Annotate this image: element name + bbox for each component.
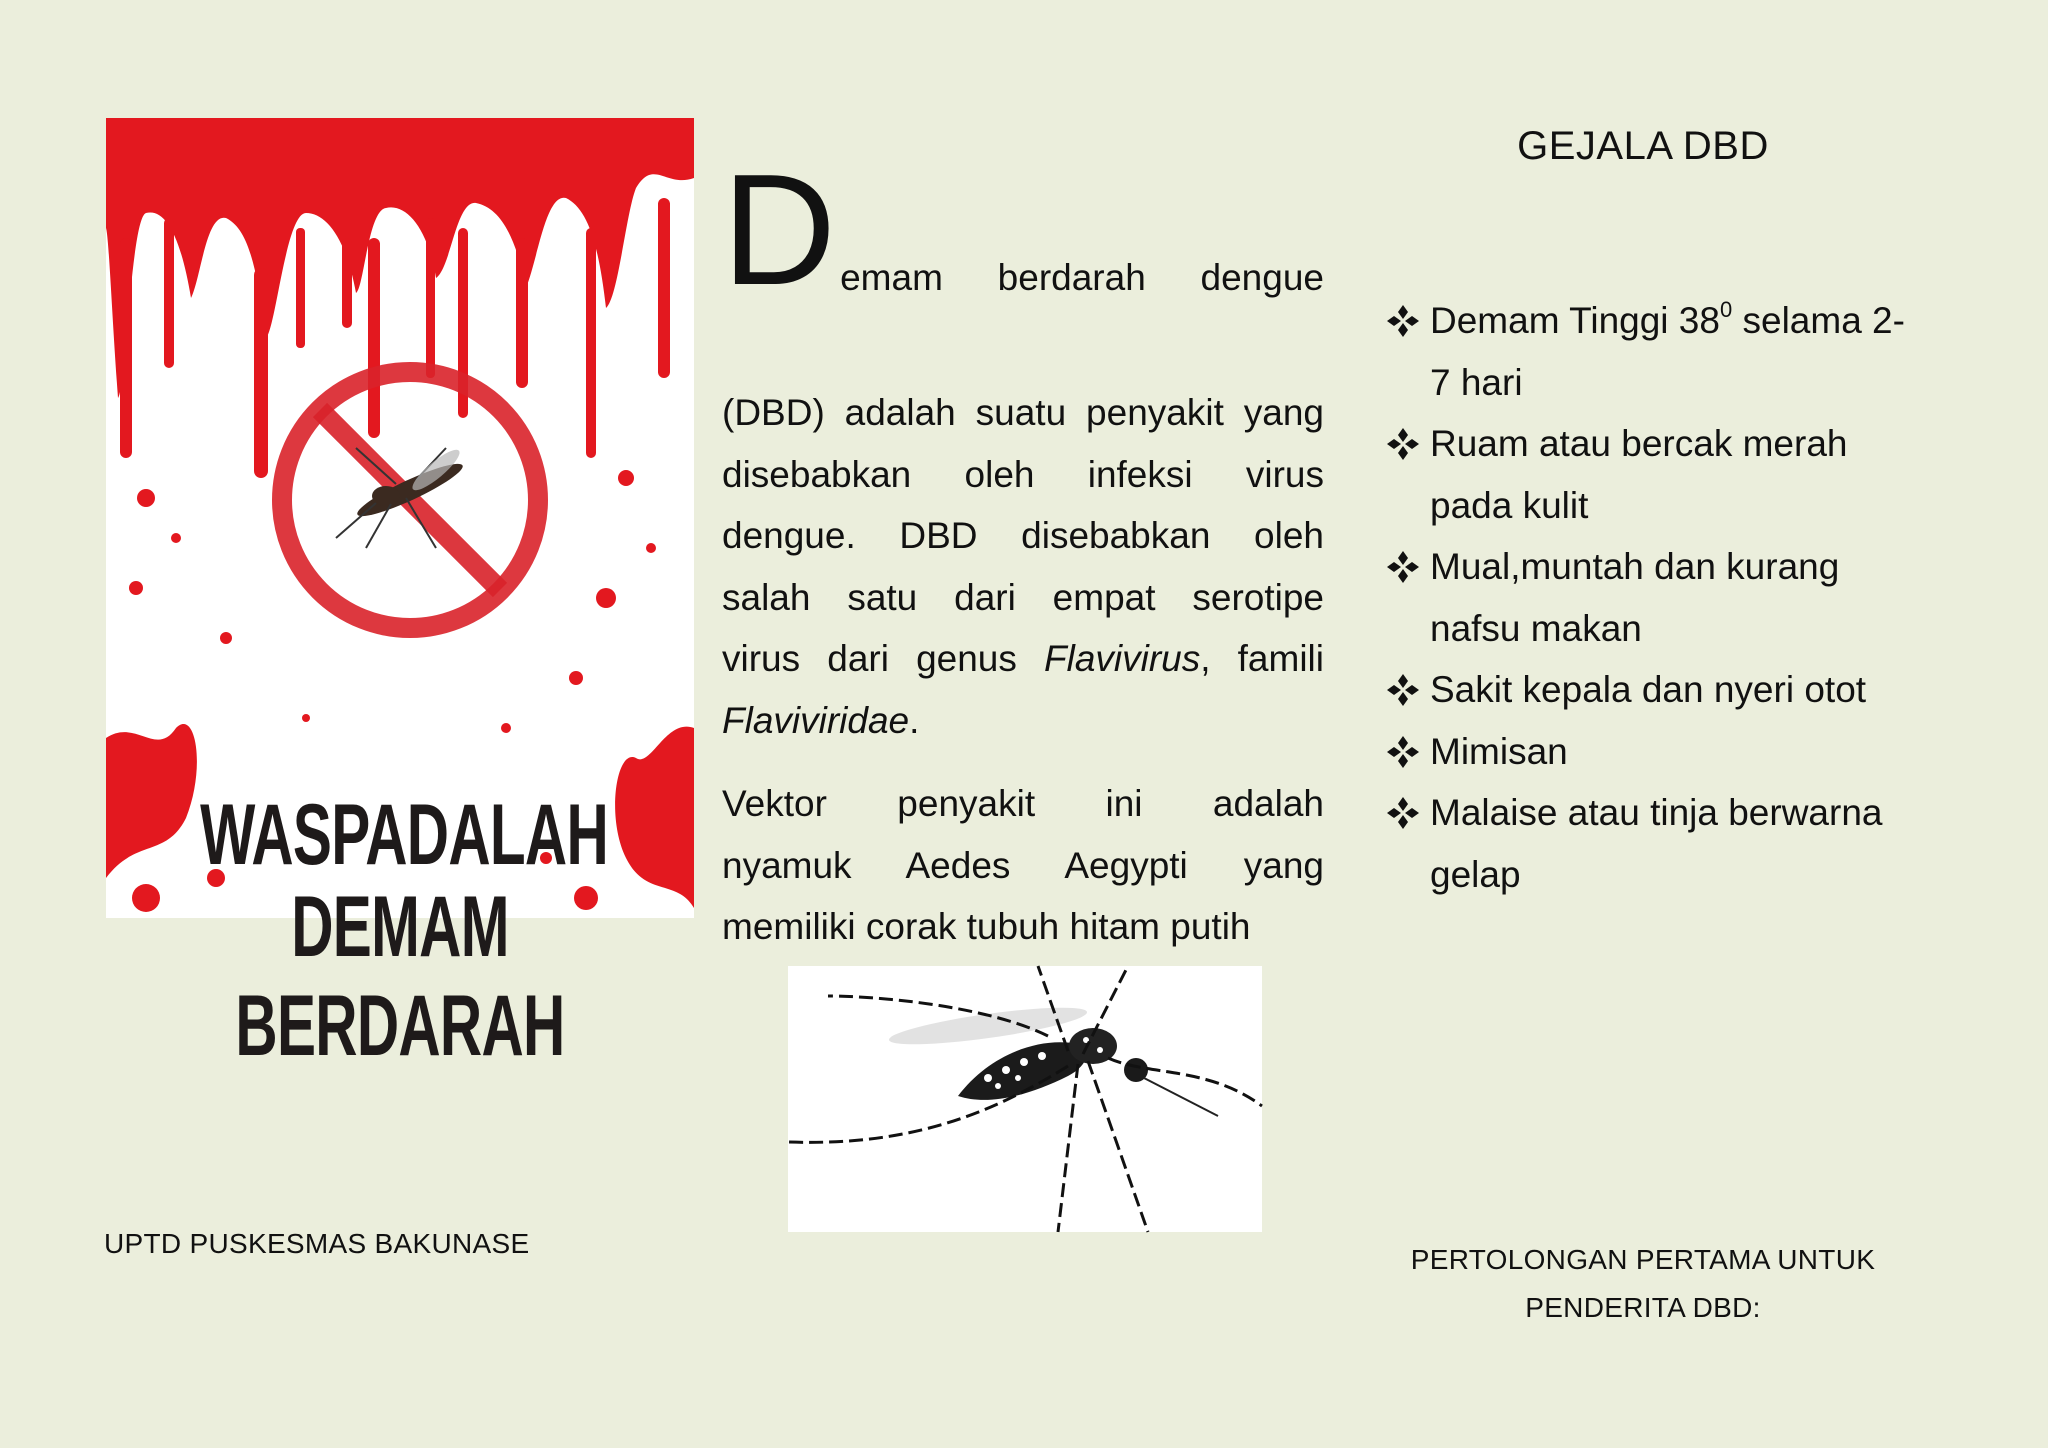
- symptom-text: gelap: [1430, 853, 1521, 895]
- symptom-text: Sakit kepala dan nyeri otot: [1430, 669, 1867, 710]
- diamond-bullet-icon: [1386, 550, 1420, 584]
- symptoms-list: [1386, 290, 1966, 905]
- puskesmas-name: UPTD PUSKESMAS BAKUNASE: [104, 1228, 530, 1259]
- symptom-item: [1386, 290, 1966, 413]
- first-aid-heading-line: PERTOLONGAN PERTAMA UNTUK: [1410, 1244, 1876, 1275]
- paragraph-line: nyamuk Aedes Aegypti yang: [722, 844, 1324, 886]
- aedes-mosquito-image: [788, 966, 1262, 1232]
- paragraph-line: memiliki corak tubuh hitam putih: [722, 906, 1251, 947]
- first-aid-heading: [1350, 1236, 1936, 1332]
- text-run: virus dari genus: [722, 638, 1044, 679]
- symptom-text: 7 hari: [1430, 361, 1523, 403]
- diamond-bullet-icon: [1386, 673, 1420, 707]
- symptom-text: pada kulit: [1430, 484, 1589, 526]
- text-run: .: [909, 699, 920, 741]
- paragraph-line: dengue. DBD disebabkan oleh: [722, 515, 1324, 556]
- symptom-item: [1386, 413, 1966, 536]
- paragraph-line: [722, 690, 1324, 752]
- no-mosquito-icon: [282, 372, 538, 628]
- symptom-text: Malaise atau tinja berwarna: [1430, 792, 1883, 833]
- drop-cap: D: [722, 142, 837, 318]
- mosquito-illustration: [788, 966, 1262, 1232]
- dbd-definition-paragraph: [722, 382, 1324, 751]
- symptom-item: [1386, 782, 1966, 905]
- diamond-bullet-icon: [1386, 735, 1420, 769]
- poster-headline-1: WASPADALAH: [200, 787, 609, 883]
- symptom-item: [1386, 536, 1966, 659]
- symptom-item: [1386, 659, 1966, 721]
- paragraph-line: (DBD) adalah suatu penyakit yang: [722, 392, 1324, 433]
- lead-word: berdarah: [997, 257, 1146, 298]
- poster-headline-2: DEMAM BERDARAH: [235, 879, 565, 1074]
- family-name: Flaviviridae: [722, 699, 910, 741]
- vector-paragraph: [722, 773, 1324, 958]
- symptom-text: selama 2-: [1732, 300, 1905, 341]
- intro-column: [722, 142, 1324, 958]
- waspadalah-poster: [106, 118, 694, 1074]
- lead-word: dengue: [1200, 257, 1324, 298]
- symptom-item: [1386, 721, 1966, 783]
- lead-word: emam: [840, 257, 943, 298]
- diamond-bullet-icon: [1386, 304, 1420, 338]
- diamond-bullet-icon: [1386, 427, 1420, 461]
- diamond-bullet-icon: [1386, 796, 1420, 830]
- degree-superscript: 0: [1719, 297, 1733, 322]
- symptom-text: Demam Tinggi 38: [1430, 300, 1720, 341]
- symptoms-title: GEJALA DBD: [1517, 124, 1769, 168]
- intro-lead: [722, 142, 1324, 318]
- paragraph-line: [722, 628, 1324, 690]
- paragraph-line: Vektor penyakit ini adalah: [722, 783, 1324, 824]
- first-aid-heading-line: PENDERITA DBD:: [1525, 1292, 1761, 1323]
- paragraph-line: salah satu dari empat serotipe: [722, 576, 1324, 618]
- text-run: , famili: [1200, 638, 1324, 679]
- paragraph-line: disebabkan oleh infeksi virus: [722, 453, 1324, 495]
- lead-words: [840, 259, 1324, 300]
- symptom-text: Mimisan: [1430, 730, 1568, 772]
- genus-name: Flavivirus: [1044, 638, 1201, 679]
- symptom-text: Ruam atau bercak merah: [1430, 423, 1848, 464]
- symptom-text: Mual,muntah dan kurang: [1430, 546, 1840, 587]
- symptom-text: nafsu makan: [1430, 607, 1642, 649]
